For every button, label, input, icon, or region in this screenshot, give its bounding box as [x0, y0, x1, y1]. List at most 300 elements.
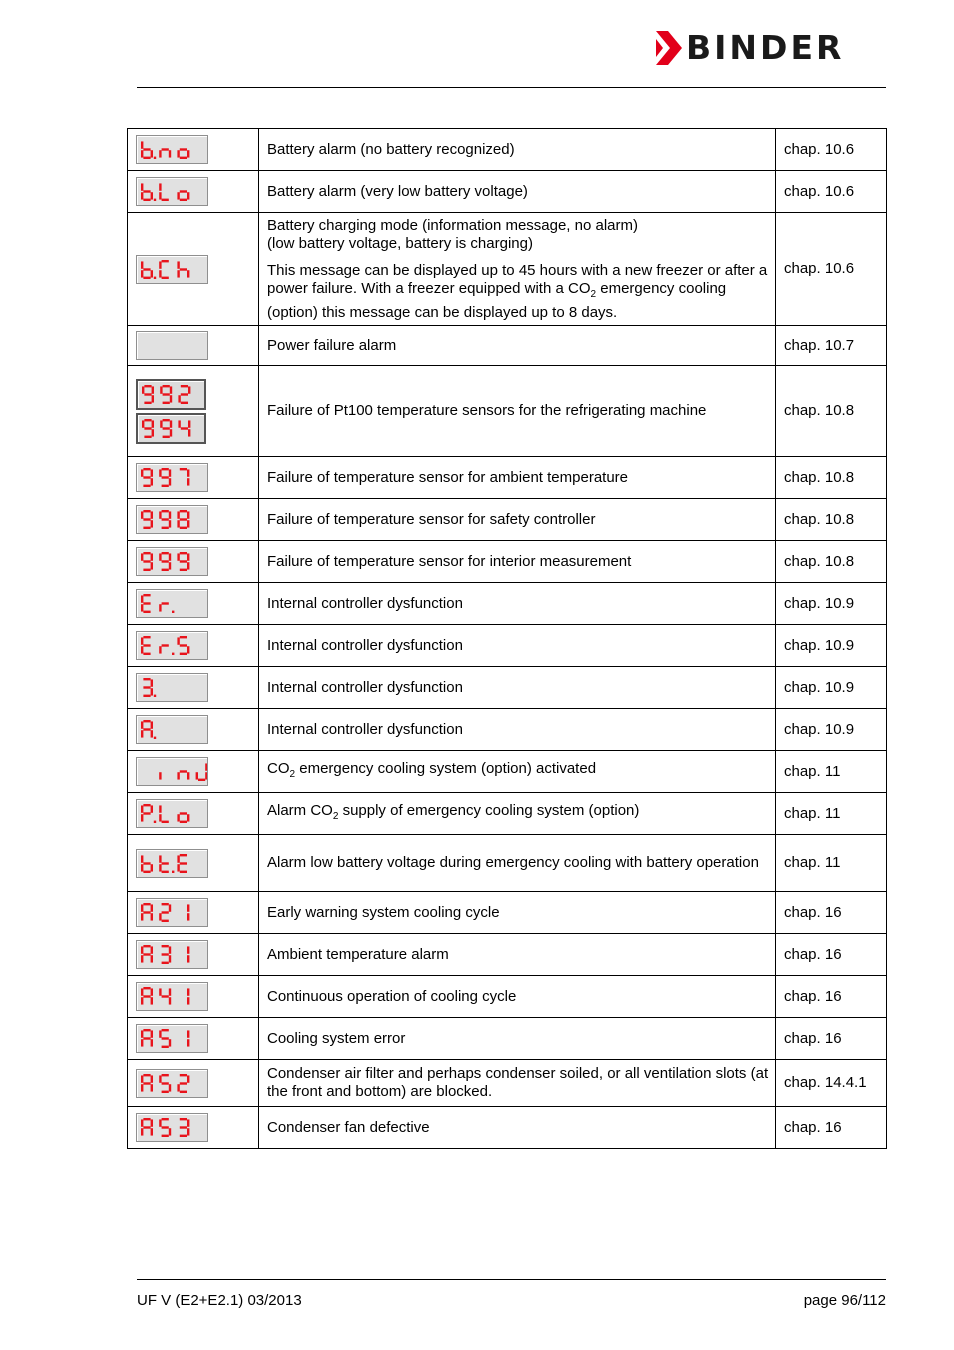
- segment: [143, 720, 150, 722]
- segment: [159, 814, 161, 821]
- segment: [169, 988, 171, 995]
- description-text: Battery charging mode (information message, no alarm): [267, 216, 639, 234]
- chapter-reference: chap. 16: [776, 976, 887, 1018]
- segment: [141, 904, 143, 911]
- segment: [187, 814, 189, 821]
- segment: [141, 469, 143, 476]
- segment: [141, 1039, 143, 1046]
- segment: [151, 946, 153, 953]
- segment: [143, 903, 150, 905]
- code-cell: [128, 667, 259, 709]
- led-display-icon: [136, 715, 208, 744]
- segment: [141, 946, 143, 953]
- segment: [151, 520, 153, 527]
- segment: [143, 611, 150, 613]
- segment: [180, 157, 187, 159]
- description-text: Internal controller dysfunction: [267, 636, 463, 654]
- segment: [162, 862, 169, 864]
- segment: [141, 1075, 143, 1082]
- segment: [151, 913, 153, 920]
- segment: [143, 560, 150, 562]
- segment: [162, 945, 169, 947]
- segment: [151, 1075, 153, 1082]
- segment: [180, 199, 187, 201]
- segment: [141, 1030, 143, 1037]
- segment: [180, 1135, 187, 1137]
- segment: [162, 1090, 169, 1092]
- segment-dot: [154, 276, 156, 278]
- segment: [169, 997, 171, 1004]
- segment: [151, 1128, 153, 1135]
- segment: [151, 688, 153, 695]
- segment: [196, 772, 198, 779]
- segment: [159, 1075, 161, 1082]
- description-cell: [259, 366, 776, 457]
- segment: [163, 393, 170, 395]
- segment: [180, 1074, 187, 1076]
- segment: [142, 420, 144, 427]
- chapter-reference: chap. 10.6: [776, 171, 887, 213]
- segment: [187, 955, 189, 962]
- segment: [143, 1118, 150, 1120]
- chapter-reference: chap. 16: [776, 1018, 887, 1060]
- segment: [143, 653, 150, 655]
- description-text: Condenser fan defective: [267, 1118, 430, 1136]
- segment: [162, 1037, 169, 1039]
- segment: [162, 527, 169, 529]
- description-text: Internal controller dysfunction: [267, 594, 463, 612]
- segment: [160, 386, 162, 393]
- description-text: Alarm low battery voltage during emergency cooling with battery operation: [267, 854, 759, 871]
- segment: [162, 995, 169, 997]
- segment: [187, 1075, 189, 1082]
- segment: [162, 510, 169, 512]
- segment: [159, 511, 161, 518]
- segment: [159, 270, 161, 277]
- segment: [162, 1118, 169, 1120]
- segment: [180, 268, 187, 270]
- chapter-reference: chap. 10.8: [776, 457, 887, 499]
- segment: [180, 560, 187, 562]
- segment: [151, 721, 153, 728]
- segment: [143, 1037, 150, 1039]
- table-row: [128, 171, 887, 213]
- led-display-icon: [136, 673, 208, 702]
- chapter-reference: chap. 11: [776, 793, 887, 835]
- segment: [187, 1128, 189, 1135]
- segment: [162, 870, 169, 872]
- segment: [162, 911, 169, 913]
- segment: [143, 804, 150, 806]
- segment: [160, 420, 162, 427]
- chapter-reference: chap. 10.8: [776, 499, 887, 541]
- segment: [163, 419, 170, 421]
- segment: [143, 468, 150, 470]
- led-display-icon: [136, 379, 206, 410]
- segment: [159, 553, 161, 560]
- segment: [180, 653, 187, 655]
- segment: [151, 562, 153, 569]
- segment: [162, 552, 169, 554]
- segment-dot: [154, 737, 156, 739]
- segment: [144, 435, 151, 437]
- code-cell: [128, 541, 259, 583]
- description-cell: [259, 1107, 776, 1149]
- segment-dot: [154, 157, 156, 159]
- segment: [162, 569, 169, 571]
- segment: [141, 988, 143, 995]
- segment: [180, 854, 187, 856]
- segment: [151, 997, 153, 1004]
- alarm-code-table: [127, 128, 887, 1149]
- segment: [151, 553, 153, 560]
- code-cell: [128, 709, 259, 751]
- description-text: Cooling system error: [267, 1029, 406, 1047]
- segment: [151, 1084, 153, 1091]
- segment: [151, 955, 153, 962]
- segment: [162, 476, 169, 478]
- segment: [143, 476, 150, 478]
- code-cell: [128, 129, 259, 171]
- segment: [151, 988, 153, 995]
- led-display-icon: [136, 413, 206, 444]
- segment: [187, 1119, 189, 1126]
- segment: [143, 510, 150, 512]
- binder-logo-mark-icon: [654, 31, 684, 65]
- code-cell: [128, 1060, 259, 1107]
- segment: [169, 946, 171, 953]
- segment: [163, 435, 170, 437]
- chapter-reference: chap. 10.9: [776, 709, 887, 751]
- segment: [143, 945, 150, 947]
- segment: [162, 199, 169, 201]
- chapter-reference: chap. 10.7: [776, 326, 887, 366]
- segment: [141, 261, 143, 268]
- description-text: Failure of temperature sensor for ambient temperature: [267, 468, 629, 486]
- segment: [141, 637, 143, 644]
- description-text: Early warning system cooling cycle: [267, 903, 500, 921]
- segment: [141, 270, 143, 277]
- segment: [162, 953, 169, 955]
- segment: [143, 812, 150, 814]
- segment: [143, 953, 150, 955]
- segment: [141, 1084, 143, 1091]
- segment: [159, 772, 161, 779]
- segment: [141, 604, 143, 611]
- segment: [163, 427, 170, 429]
- segment: [141, 553, 143, 560]
- segment: [162, 920, 169, 922]
- segment: [187, 904, 189, 911]
- segment: [141, 192, 143, 199]
- segment: [159, 988, 161, 995]
- segment: [151, 150, 153, 157]
- segment: [151, 904, 153, 911]
- led-display-icon: [136, 255, 208, 284]
- segment: [159, 646, 161, 653]
- segment: [180, 569, 187, 571]
- segment: [180, 862, 187, 864]
- table-row: [128, 1107, 887, 1149]
- description-cell: [259, 583, 776, 625]
- footer-document-id: UF V (E2+E2.1) 03/2013: [137, 1292, 302, 1309]
- segment: [169, 553, 171, 560]
- segment: [144, 385, 151, 387]
- segment: [187, 913, 189, 920]
- segment: [159, 261, 161, 268]
- segment: [159, 150, 161, 157]
- chapter-reference: chap. 10.6: [776, 129, 887, 171]
- segment: [187, 1030, 189, 1037]
- segment: [144, 419, 151, 421]
- segment: [152, 386, 154, 393]
- description-cell: [259, 1018, 776, 1060]
- table-row: [128, 129, 887, 171]
- segment: [169, 1039, 171, 1046]
- description-cell: [259, 793, 776, 835]
- segment: [169, 562, 171, 569]
- description-text: This message can be displayed up to 45 hours with a new freezer or after a power failure. With a freezer equipped with a $CO_2$ emergency cooling (option) this message can be displayed up to 8 days.: [267, 261, 768, 321]
- segment: [180, 1126, 187, 1128]
- table-row: [128, 976, 887, 1018]
- led-display-icon: [136, 1069, 208, 1098]
- led-display-icon: [136, 1113, 208, 1142]
- code-cell: [128, 892, 259, 934]
- description-cell: [259, 1060, 776, 1107]
- description-cell: [259, 892, 776, 934]
- segment: [159, 805, 161, 812]
- segment: [178, 420, 180, 427]
- segment: [143, 485, 150, 487]
- segment: [151, 192, 153, 199]
- table-row: [128, 667, 887, 709]
- segment: [180, 770, 187, 772]
- segment-dot: [172, 653, 174, 655]
- segment: [163, 401, 170, 403]
- code-cell: [128, 499, 259, 541]
- segment: [188, 420, 190, 427]
- description-text: Failure of Pt100 temperature sensors for the refrigerating machine: [267, 402, 707, 419]
- segment: [162, 276, 169, 278]
- segment: [144, 401, 151, 403]
- segment: [162, 903, 169, 905]
- code-cell: [128, 751, 259, 793]
- segment: [141, 150, 143, 157]
- segment-dot: [154, 695, 156, 697]
- segment: [177, 270, 179, 277]
- description-text: Continuous operation of cooling cycle: [267, 987, 517, 1005]
- segment: [143, 644, 150, 646]
- led-display-icon: [136, 589, 208, 618]
- segment: [141, 913, 143, 920]
- segment: [177, 772, 179, 779]
- table-row: [128, 366, 887, 457]
- led-display-icon: [136, 135, 208, 164]
- led-display-icon: [136, 631, 208, 660]
- segment: [141, 955, 143, 962]
- segment: [187, 562, 189, 569]
- segment: [187, 997, 189, 1004]
- table-row: [128, 326, 887, 366]
- segment: [180, 812, 187, 814]
- description-text: Failure of temperature sensor for interior measurement: [267, 552, 632, 570]
- segment: [187, 469, 189, 476]
- segment: [143, 602, 150, 604]
- led-display-icon: [136, 898, 208, 927]
- segment-dot: [172, 870, 174, 872]
- segment: [180, 468, 187, 470]
- segment: [205, 772, 207, 779]
- segment: [187, 646, 189, 653]
- segment-dot: [172, 611, 174, 613]
- segment: [169, 511, 171, 518]
- table-row: [128, 625, 887, 667]
- segment: [151, 679, 153, 686]
- segment: [143, 276, 150, 278]
- segment-dot: [154, 199, 156, 201]
- segment: [141, 721, 143, 728]
- segment: [143, 1029, 150, 1031]
- segment: [159, 1119, 161, 1126]
- segment: [188, 386, 190, 393]
- segment: [177, 192, 179, 199]
- segment: [162, 148, 169, 150]
- segment: [162, 560, 169, 562]
- chapter-reference: chap. 16: [776, 892, 887, 934]
- segment: [143, 678, 150, 680]
- segment: [143, 911, 150, 913]
- segment: [170, 386, 172, 393]
- segment: [162, 1126, 169, 1128]
- segment: [163, 385, 170, 387]
- segment: [141, 814, 143, 821]
- segment: [169, 150, 171, 157]
- segment: [141, 646, 143, 653]
- chapter-reference: chap. 10.8: [776, 366, 887, 457]
- segment: [141, 855, 143, 862]
- code-cell: [128, 366, 259, 457]
- segment: [143, 268, 150, 270]
- segment: [187, 553, 189, 560]
- segment: [152, 395, 154, 402]
- segment: [151, 1030, 153, 1037]
- chapter-reference: chap. 10.6: [776, 213, 887, 326]
- segment: [143, 995, 150, 997]
- code-cell: [128, 934, 259, 976]
- table-row: [128, 751, 887, 793]
- segment: [187, 270, 189, 277]
- chapter-reference: chap. 10.9: [776, 625, 887, 667]
- segment: [180, 190, 187, 192]
- segment: [187, 1039, 189, 1046]
- segment: [169, 1128, 171, 1135]
- segment: [159, 855, 161, 862]
- segment: [143, 728, 150, 730]
- segment: [159, 1030, 161, 1037]
- table-row: [128, 1060, 887, 1107]
- segment: [177, 150, 179, 157]
- segment: [181, 393, 188, 395]
- description-cell: [259, 625, 776, 667]
- description-cell: [259, 667, 776, 709]
- segment: [187, 478, 189, 485]
- segment: [177, 637, 179, 644]
- chapter-reference: chap. 11: [776, 835, 887, 892]
- segment: [187, 988, 189, 995]
- segment: [151, 469, 153, 476]
- led-display-icon: [136, 331, 208, 360]
- segment: [143, 695, 150, 697]
- segment: [151, 864, 153, 871]
- description-cell: [259, 213, 776, 326]
- segment: [143, 594, 150, 596]
- segment: [180, 870, 187, 872]
- code-cell: [128, 326, 259, 366]
- code-cell: [128, 1107, 259, 1149]
- chapter-reference: chap. 10.8: [776, 541, 887, 583]
- segment: [187, 150, 189, 157]
- segment: [141, 805, 143, 812]
- description-cell: [259, 499, 776, 541]
- segment: [180, 644, 187, 646]
- segment: [143, 862, 150, 864]
- segment: [141, 997, 143, 1004]
- segment: [180, 1118, 187, 1120]
- led-display-icon: [136, 177, 208, 206]
- segment: [162, 1046, 169, 1048]
- description-text: Battery alarm (very low battery voltage): [267, 182, 528, 200]
- description-text: Condenser air filter and perhaps condenser soiled, or all ventilation slots (at the front and bottom) are blocked.: [267, 1065, 769, 1100]
- table-row: [128, 892, 887, 934]
- segment: [177, 864, 179, 871]
- segment: [162, 1135, 169, 1137]
- segment: [159, 469, 161, 476]
- led-display-icon: [136, 799, 208, 828]
- segment: [141, 595, 143, 602]
- segment: [177, 814, 179, 821]
- segment: [151, 805, 153, 812]
- segment: [141, 864, 143, 871]
- segment: [151, 1039, 153, 1046]
- segment: [187, 511, 189, 518]
- segment: [141, 511, 143, 518]
- description-text: (low battery voltage, battery is charging): [267, 234, 533, 252]
- segment: [159, 183, 161, 190]
- table-row: [128, 793, 887, 835]
- description-cell: [259, 457, 776, 499]
- segment: [170, 420, 172, 427]
- code-cell: [128, 583, 259, 625]
- segment: [180, 510, 187, 512]
- table-row: [128, 213, 887, 326]
- led-display-icon: [136, 1024, 208, 1053]
- segment: [162, 1074, 169, 1076]
- segment: [143, 987, 150, 989]
- segment: [141, 730, 143, 737]
- segment: [169, 520, 171, 527]
- segment: [144, 427, 151, 429]
- led-display-icon: [136, 505, 208, 534]
- segment: [143, 1082, 150, 1084]
- segment: [177, 261, 179, 268]
- code-cell: [128, 835, 259, 892]
- segment: [143, 199, 150, 201]
- table-row: [128, 583, 887, 625]
- segment: [151, 478, 153, 485]
- segment-dot: [154, 821, 156, 823]
- segment: [181, 401, 188, 403]
- chapter-reference: chap. 11: [776, 751, 887, 793]
